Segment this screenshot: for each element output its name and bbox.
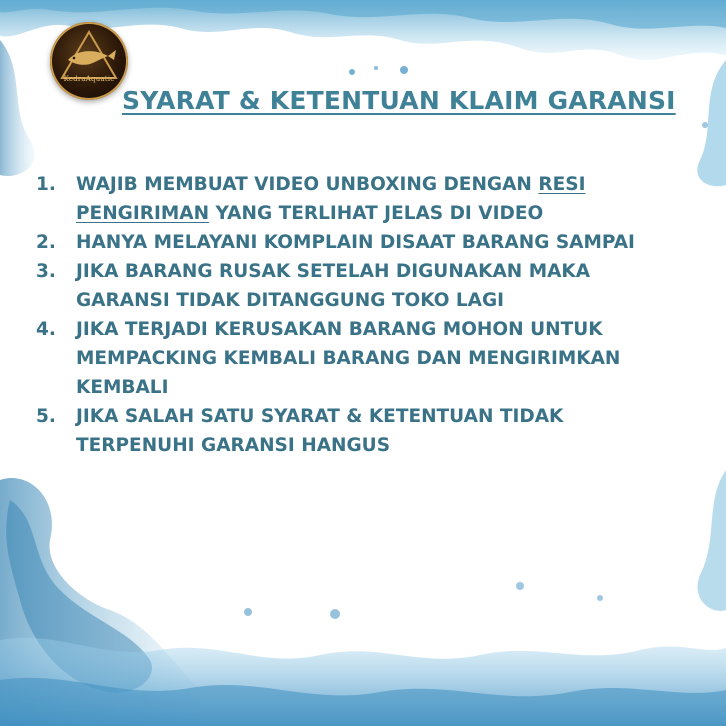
term-item <box>36 228 686 257</box>
term-number: 1. <box>36 174 56 195</box>
logo-text: KedraAquatic <box>63 75 115 83</box>
term-text: JIKA BARANG RUSAK SETELAH DIGUNAKAN MAKA GARANSI TIDAK DITANGGUNG TOKO LAGI <box>76 261 591 311</box>
term-text: YANG TERLIHAT JELAS DI VIDEO <box>209 203 544 224</box>
terms-list <box>36 170 686 460</box>
term-item <box>36 170 686 228</box>
term-text-underlined: RESI PENGIRIMAN <box>76 174 586 224</box>
term-text: WAJIB MEMBUAT VIDEO UNBOXING DENGAN <box>76 174 539 195</box>
term-number: 2. <box>36 232 56 253</box>
term-number: 5. <box>36 406 56 427</box>
term-text: JIKA TERJADI KERUSAKAN BARANG MOHON UNTUK MEMPACKING KEMBALI BARANG DAN MENGIRIMKAN KEMBALI <box>76 319 621 398</box>
term-number: 4. <box>36 319 56 340</box>
page-title: SYARAT & KETENTUAN KLAIM GARANSI <box>122 86 676 115</box>
term-text: HANYA MELAYANI KOMPLAIN DISAAT BARANG SAMPAI <box>76 232 635 253</box>
term-text: JIKA SALAH SATU SYARAT & KETENTUAN TIDAK TERPENUHI GARANSI HANGUS <box>76 406 564 456</box>
term-item <box>36 402 686 460</box>
term-item <box>36 257 686 315</box>
arowana-fish-triangle-icon <box>50 22 128 100</box>
store-logo <box>50 22 128 100</box>
term-item <box>36 315 686 402</box>
term-number: 3. <box>36 261 56 282</box>
